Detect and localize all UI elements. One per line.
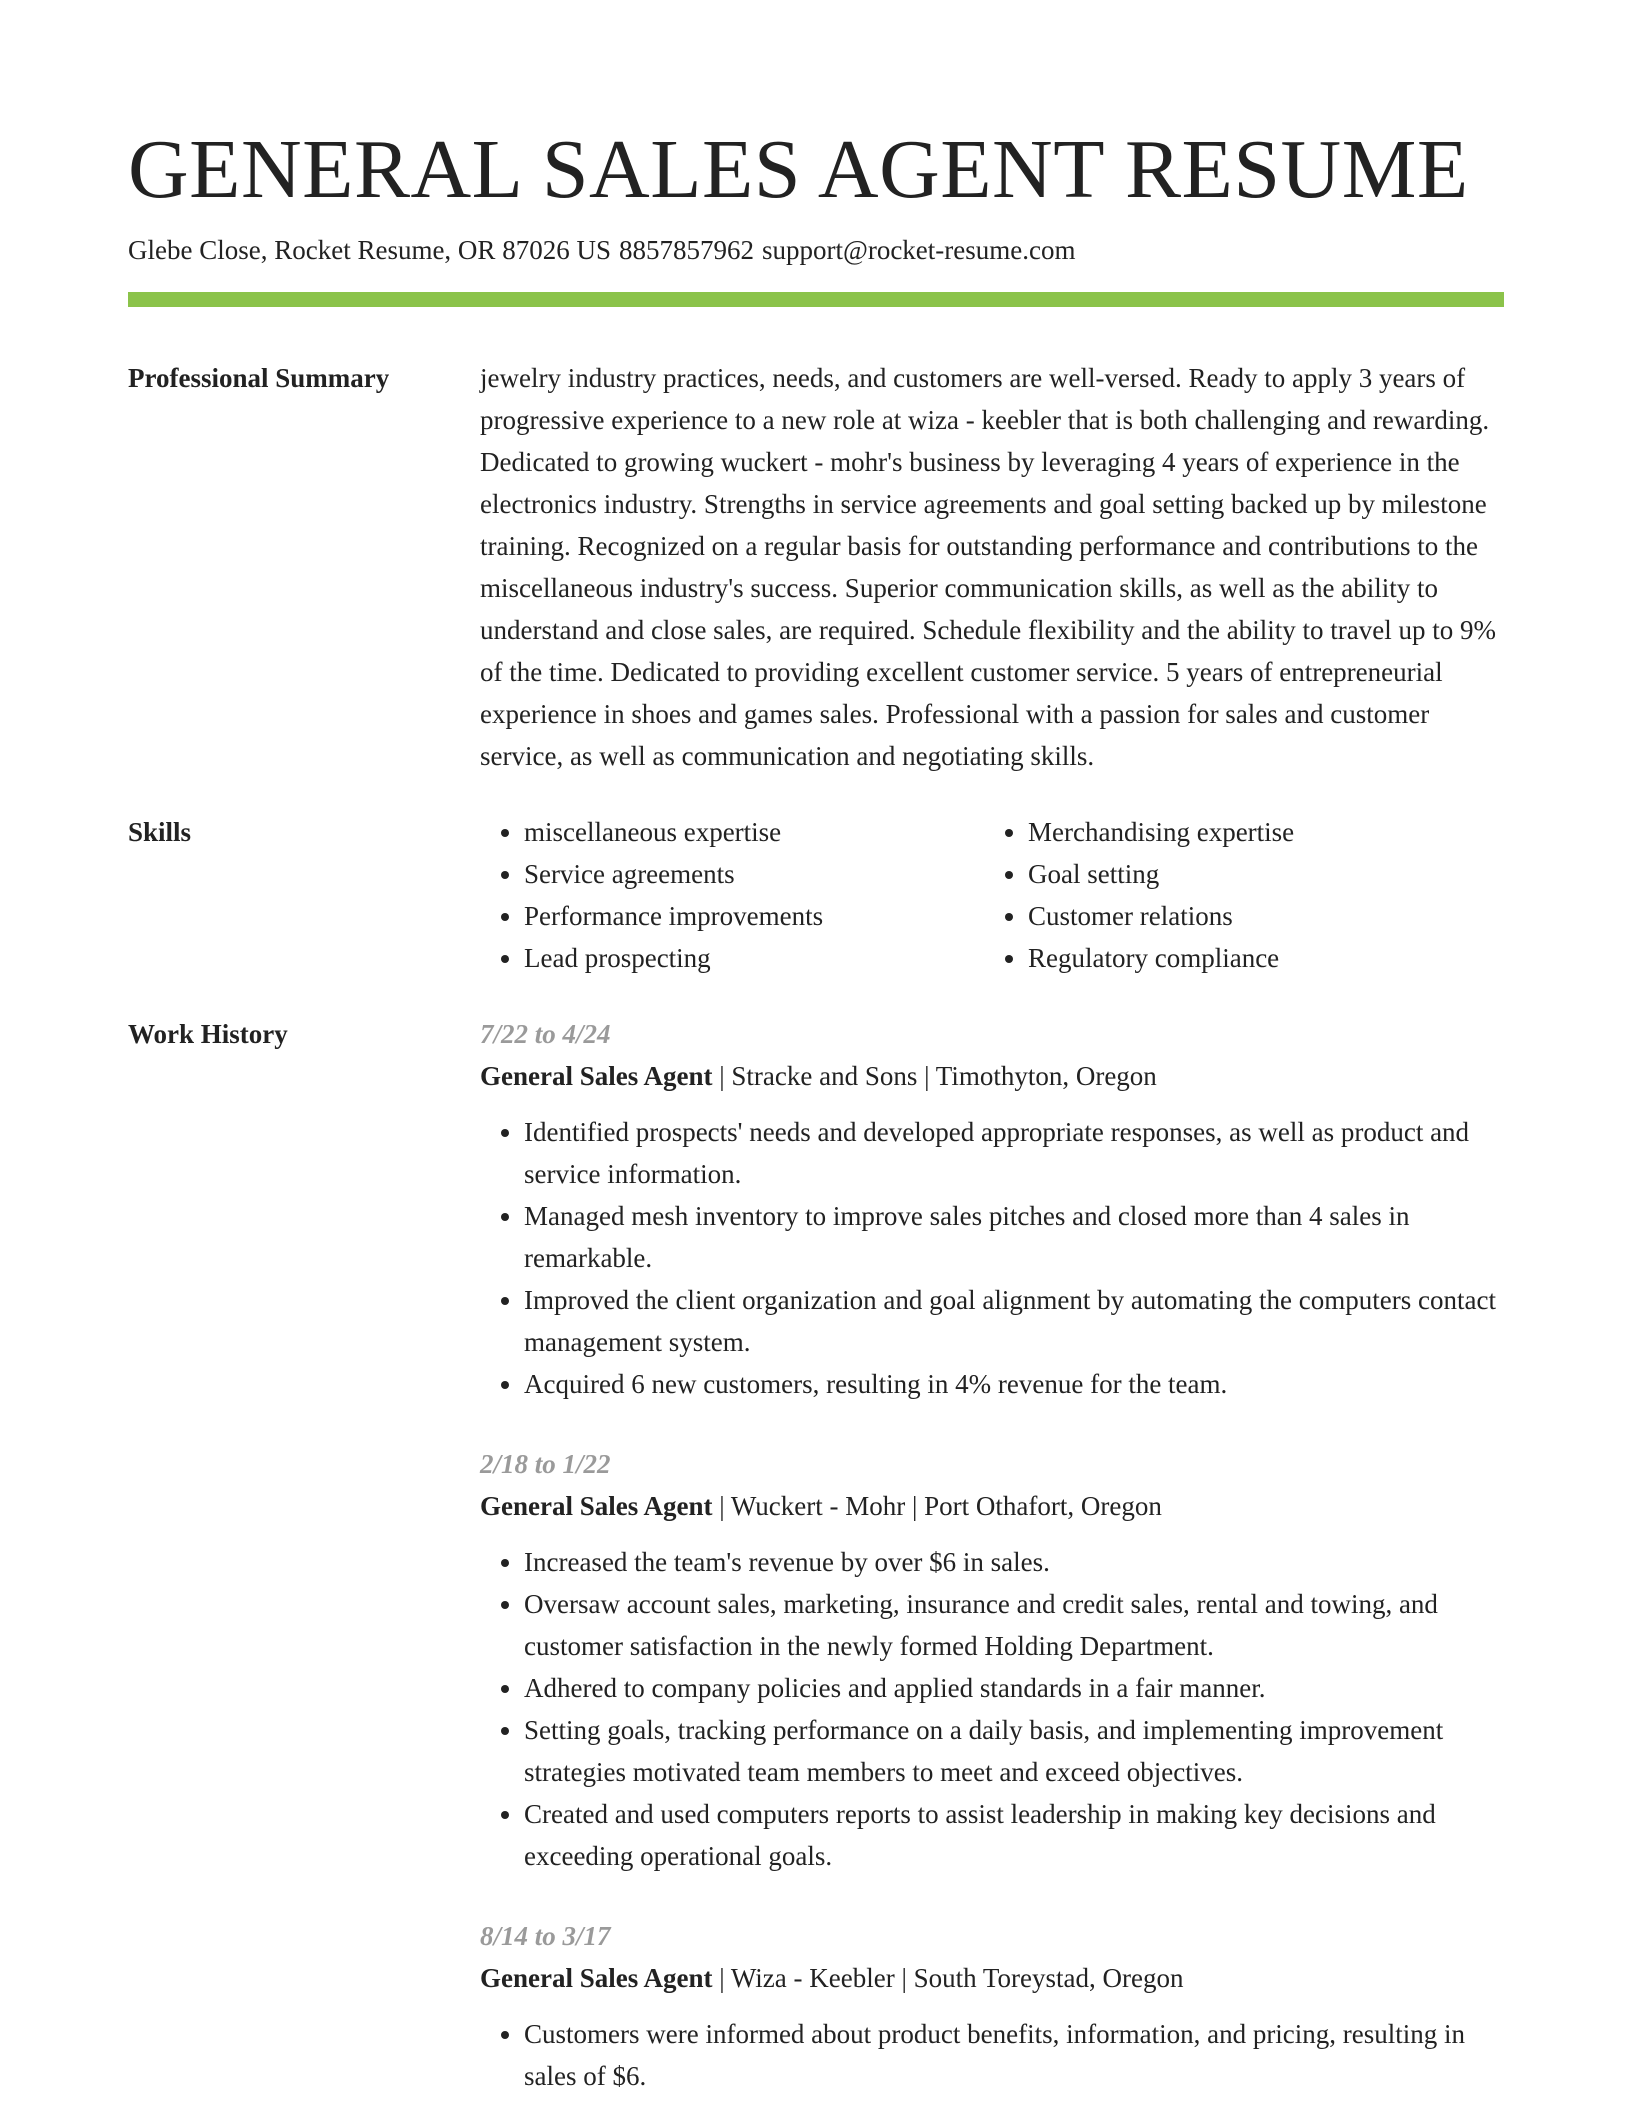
skill-item: • Service agreements (524, 853, 984, 895)
job-bullet: • Created and used computers reports to assist leadership in making key decisions and exceeding operational goals. (524, 1793, 1504, 1877)
skills-section (128, 811, 1504, 979)
job-bullets (480, 2013, 1504, 2097)
contact-email: support@rocket-resume.com (761, 235, 1076, 265)
work-history-body (480, 1013, 1504, 2097)
skill-item: • Performance improvements (524, 895, 984, 937)
skill-item: • Goal setting (1028, 853, 1488, 895)
resume-title: GENERAL SALES AGENT RESUME (128, 123, 1469, 216)
skill-item: • Regulatory compliance (1028, 937, 1488, 979)
work-history-section (128, 1013, 1504, 2097)
job-heading (480, 1055, 1504, 1097)
skill-item: • Customer relations (1028, 895, 1488, 937)
job-bullet: • Managed mesh inventory to improve sales pitches and closed more than 4 sales in remarkable. (524, 1195, 1504, 1279)
job-bullet: • Identified prospects' needs and developed appropriate responses, as well as product and service information. (524, 1111, 1504, 1195)
header-divider (128, 292, 1504, 307)
job-details: | Wuckert - Mohr | Port Othafort, Oregon (712, 1491, 1162, 1521)
job-dates: 7/22 to 4/24 (480, 1019, 611, 1049)
skills-list-left (480, 811, 984, 979)
job-title: General Sales Agent (480, 1963, 713, 1993)
job-details: | Stracke and Sons | Timothyton, Oregon (712, 1061, 1157, 1091)
job-bullet: • Oversaw account sales, marketing, insurance and credit sales, rental and towing, and customer satisfaction in the newly formed Holding Department. (524, 1583, 1504, 1667)
job-bullet: • Increased the team's revenue by over $6 in sales. (524, 1541, 1504, 1583)
skill-item: • miscellaneous expertise (524, 811, 984, 853)
skill-item: • Lead prospecting (524, 937, 984, 979)
summary-text: jewelry industry practices, needs, and customers are well-versed. Ready to apply 3 years of progressive experience to a new role at wiza - keebler that is both challenging and rewarding. Dedicated to growing wuckert - mohr's business by leveraging 4 years of experience in the electronics industry. Strengths in service agreements and goal setting backed up by milestone training. Recognized on a regular basis for outstanding performance and contributions to the miscellaneous industry's success. Superior communication skills, as well as the ability to understand and close sales, are required. Schedule flexibility and the ability to travel up to 9% of the time. Dedicated to providing excellent customer service. 5 years of entrepreneurial experience in shoes and games sales. Professional with a passion for sales and customer service, as well as communication and negotiating skills. (480, 363, 1496, 771)
job-heading (480, 1485, 1504, 1527)
professional-summary-section (128, 357, 1504, 777)
job-entry (480, 1443, 1504, 1877)
job-bullet: • Setting goals, tracking performance on a daily basis, and implementing improvement strategies motivated team members to meet and exceed objectives. (524, 1709, 1504, 1793)
job-dates: 8/14 to 3/17 (480, 1921, 611, 1951)
resume-page (128, 120, 1504, 2097)
contact-line (128, 232, 1504, 268)
job-bullets (480, 1541, 1504, 1877)
skill-item: • Merchandising expertise (1028, 811, 1488, 853)
job-title: General Sales Agent (480, 1491, 713, 1521)
section-label-work: Work History (128, 1019, 288, 1049)
job-bullet: • Customers were informed about product benefits, information, and pricing, resulting in sales of $6. (524, 2013, 1504, 2097)
job-dates: 2/18 to 1/22 (480, 1449, 611, 1479)
contact-address: Glebe Close, Rocket Resume, OR 87026 US (128, 235, 611, 265)
job-bullet: • Adhered to company policies and applied standards in a fair manner. (524, 1667, 1504, 1709)
job-bullets (480, 1111, 1504, 1405)
job-bullet: • Acquired 6 new customers, resulting in 4% revenue for the team. (524, 1363, 1504, 1405)
contact-phone: 8857857962 (618, 235, 754, 265)
job-entry (480, 1915, 1504, 2097)
job-heading (480, 1957, 1504, 1999)
job-details: | Wiza - Keebler | South Toreystad, Oregon (712, 1963, 1184, 1993)
job-title: General Sales Agent (480, 1061, 713, 1091)
job-entry (480, 1013, 1504, 1405)
job-bullet: • Improved the client organization and goal alignment by automating the computers contact management system. (524, 1279, 1504, 1363)
section-label-summary: Professional Summary (128, 363, 390, 393)
skills-list-right (984, 811, 1488, 979)
section-label-skills: Skills (128, 817, 192, 847)
skills-grid (480, 811, 1504, 979)
